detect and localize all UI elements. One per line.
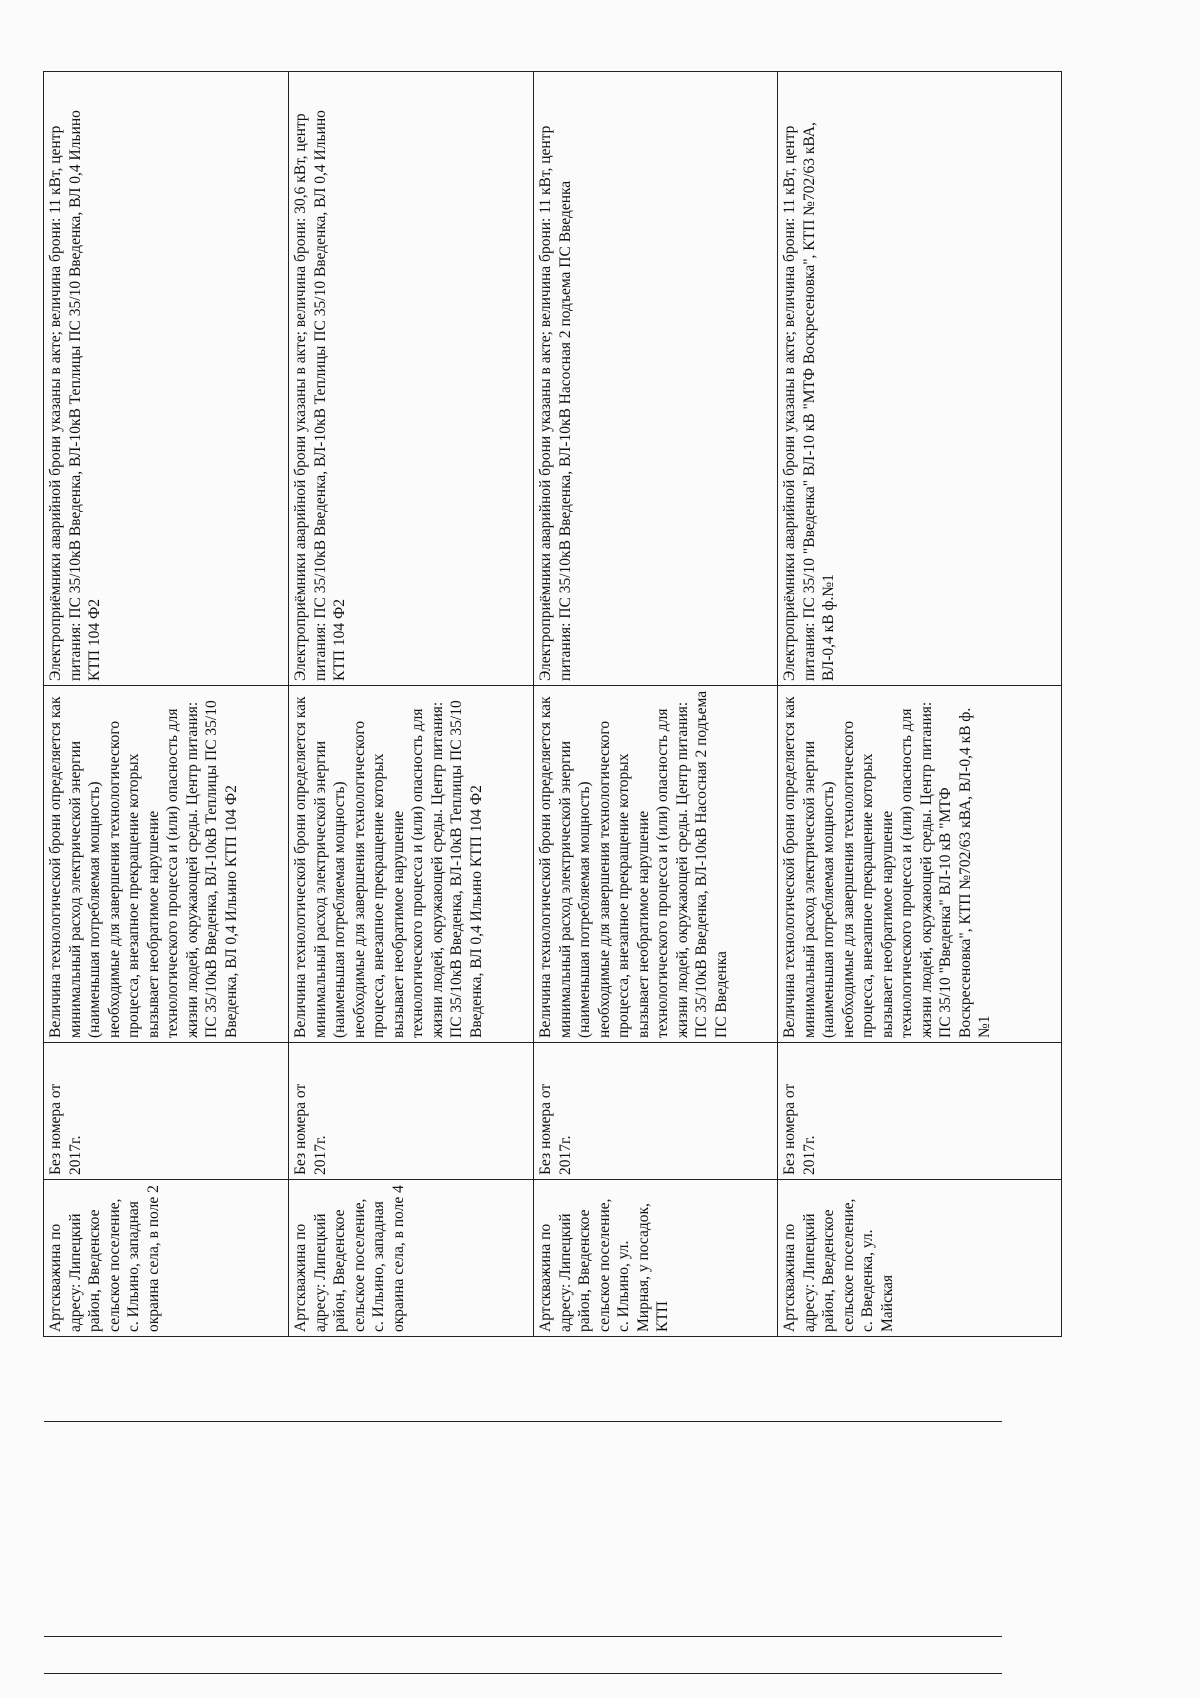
table-row: [44, 72, 289, 1337]
emergency-reserve-cell: Электроприёмники аварийной брони указаны в акте; величина брони: 11 кВт, центр питания: ПС 35/10 "Введенка" ВЛ-10 кВ "МТФ Воскресеновка", КТП №702/63 кВА, ВЛ-0,4 кВ ф.№1: [778, 72, 1062, 686]
tech-reserve-cell: Величина технологической брони определяется как минимальный расход электрической энергии (наименьшая потребляемая мощность) необходимые для завершения технологического процесса, внезапное прекращение которых вызывает необратимое нарушение технологического процесса и (или) опасность для жизни людей, окружающей среды. Центр питания: ПС 35/10кВ Введенка, ВЛ-10кВ Теплицы ПС 35/10 Введенка, ВЛ 0,4 Ильино КТП 104 Ф2: [289, 686, 534, 1043]
divider-line: [44, 1636, 1002, 1637]
document-cell: Без номера от 2017г.: [778, 1043, 1062, 1180]
location-cell: Артскважина по адресу: Липецкий район, Введенское сельское поселение, с. Ильино, ул. Мирная, у посадок, КТП: [534, 1180, 778, 1337]
tech-reserve-cell: Величина технологической брони определяется как минимальный расход электрической энергии (наименьшая потребляемая мощность) необходимые для завершения технологического процесса, внезапное прекращение которых вызывает необратимое нарушение технологического процесса и (или) опасность для жизни людей, окружающей среды. Центр питания: ПС 35/10 "Введенка" ВЛ-10 кВ "МТФ Воскресеновка", КТП №702/63 кВА, ВЛ-0,4 кВ ф.№1: [778, 686, 1062, 1043]
divider-line: [44, 1421, 1002, 1422]
reserve-table: [43, 71, 1062, 1337]
emergency-reserve-cell: Электроприёмники аварийной брони указаны в акте; величина брони: 11 кВт, центр питания: ПС 35/10кВ Введенка, ВЛ-10кВ Насосная 2 подъема ПС Введенка: [534, 72, 778, 686]
emergency-reserve-cell: Электроприёмники аварийной брони указаны в акте; величина брони: 11 кВт, центр питания: ПС 35/10кВ Введенка, ВЛ-10кВ Теплицы ПС 35/10 Введенка, ВЛ 0,4 Ильино КТП 104 Ф2: [44, 72, 289, 686]
location-cell: Артскважина по адресу: Липецкий район, Введенское сельское поселение, с. Ильино, западная окраина села, в поле 4: [289, 1180, 534, 1337]
document-cell: Без номера от 2017г.: [289, 1043, 534, 1180]
document-cell: Без номера от 2017г.: [534, 1043, 778, 1180]
tech-reserve-cell: Величина технологической брони определяется как минимальный расход электрической энергии (наименьшая потребляемая мощность) необходимые для завершения технологического процесса, внезапное прекращение которых вызывает необратимое нарушение технологического процесса и (или) опасность для жизни людей, окружающей среды. Центр питания: ПС 35/10кВ Введенка, ВЛ-10кВ Насосная 2 подъема ПС Введенка: [534, 686, 778, 1043]
location-cell: Артскважина по адресу: Липецкий район, Введенское сельское поселение, с. Введенка, ул. Майская: [778, 1180, 1062, 1337]
table-row: [289, 72, 534, 1337]
table-row: [534, 72, 778, 1337]
location-cell: Артскважина по адресу: Липецкий район, Введенское сельское поселение, с. Ильино, западная окраина села, в поле 2: [44, 1180, 289, 1337]
document-cell: Без номера от 2017г.: [44, 1043, 289, 1180]
divider-line: [44, 1673, 1002, 1674]
tech-reserve-cell: Величина технологической брони определяется как минимальный расход электрической энергии (наименьшая потребляемая мощность) необходимые для завершения технологического процесса, внезапное прекращение которых вызывает необратимое нарушение технологического процесса и (или) опасность для жизни людей, окружающей среды. Центр питания: ПС 35/10кВ Введенка, ВЛ-10кВ Теплицы ПС 35/10 Введенка, ВЛ 0,4 Ильино КТП 104 Ф2: [44, 686, 289, 1043]
emergency-reserve-cell: Электроприёмники аварийной брони указаны в акте; величина брони: 30,6 кВт, центр питания: ПС 35/10кВ Введенка, ВЛ-10кВ Теплицы ПС 35/10 Введенка, ВЛ 0,4 Ильино КТП 104 Ф2: [289, 72, 534, 686]
table-row: [778, 72, 1062, 1337]
